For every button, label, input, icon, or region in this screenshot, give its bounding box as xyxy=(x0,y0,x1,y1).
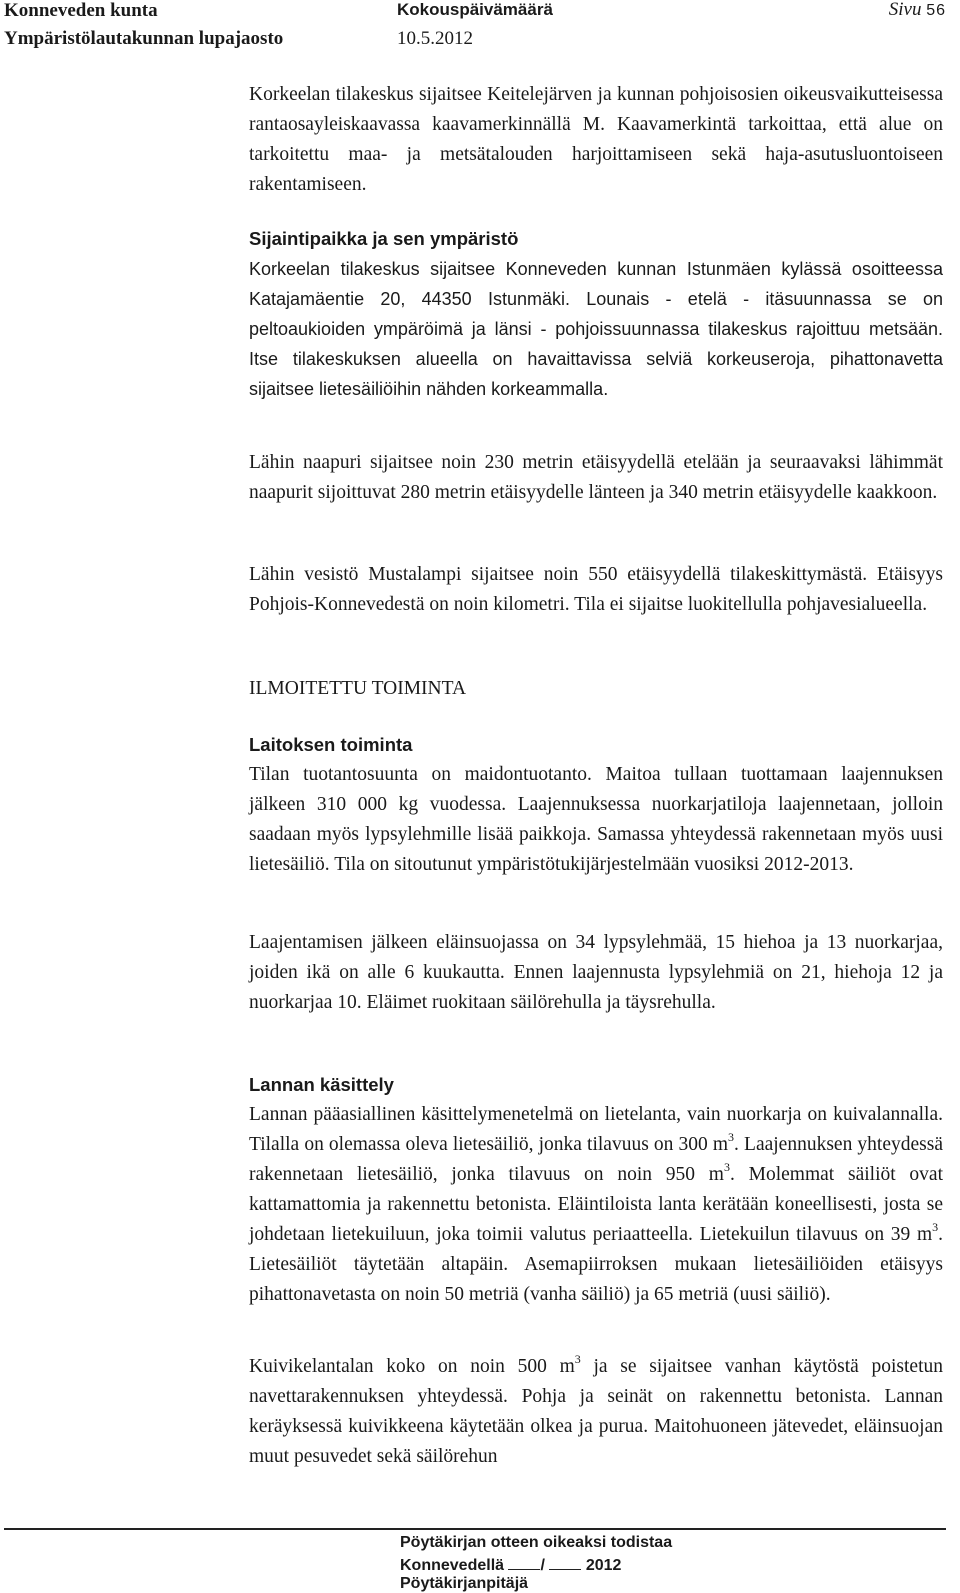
meeting-date-label: Kokouspäivämäärä xyxy=(397,0,553,19)
text-run: . Molemmat säiliöt ovat kattamattomia ja rakennettu betonista. Eläintiloista lanta kerätään koneellisesti, josta se johdetaan lietekuiluun, joka toimii valutus periaatteella. Lietekuilun tilavuus on 39 m xyxy=(249,1164,944,1245)
paragraph-text: Lähin naapuri sijaitsee noin 230 metrin etäisyydellä etelään ja seuraavaksi lähimmät naapurit sijoittuvat 280 metrin etäisyydelle länteen ja 340 metrin etäisyydelle kaakkoon. xyxy=(249,452,943,503)
day-blank xyxy=(508,1555,540,1570)
place-name: Konnevedellä xyxy=(400,1557,505,1574)
paragraph-zoning xyxy=(249,80,943,200)
date-slash: / xyxy=(540,1557,545,1574)
paragraph-text: Lähin vesistö Mustalampi sijaitsee noin 550 etäisyydellä tilakeskittymästä. Etäisyys Pohjois-Konnevedestä on noin kilometri. Tila ei sijaitse luokitellulla pohjavesialueella. xyxy=(249,564,943,615)
meeting-date: 10.5.2012 xyxy=(397,28,473,49)
section-title: ILMOITETTU TOIMINTA xyxy=(249,678,467,699)
paragraph-waters xyxy=(249,560,943,620)
paragraph-animals xyxy=(249,928,943,1018)
section-location xyxy=(249,224,943,404)
section-heading-location: Sijaintipaikka ja sen ympäristö xyxy=(249,228,519,249)
page-number: 56 xyxy=(926,2,946,19)
paragraph-neighbours xyxy=(249,448,943,508)
page-label: Sivu xyxy=(888,0,922,20)
text-run: . Lietesäiliöt täytetään altapäin. Asemapiirroksen mukaan lietesäiliöiden etäisyys pihattonavetasta on noin 50 metriä (vanha säiliö) ja 65 metriä (uusi säiliö). xyxy=(249,1224,943,1305)
text-run: Kuivikelantalan koko on noin 500 m xyxy=(249,1356,575,1377)
paragraph-text: Korkeelan tilakeskus sijaitsee Konneveden kunnan Istunmäen kylässä osoitteessa Katajamäentie 20, 44350 Istunmäki. Lounais - etelä - itäsuunnassa se on peltoaukioiden ympäröimä ja länsi - pohjoissuunnassa tilakeskus rajoittuu metsään. Itse tilakeskuksen alueella on havaittavissa selviä korkeuseroja, pihattonavetta sijaitsee lietesäiliöihin nähden korkeammalla. xyxy=(249,259,943,399)
month-blank xyxy=(549,1555,581,1570)
superscript: 3 xyxy=(932,1219,939,1234)
secretary-label: Pöytäkirjanpitäjä xyxy=(400,1575,529,1592)
section-manure xyxy=(249,1070,943,1310)
superscript: 3 xyxy=(574,1351,581,1366)
signature-year: 2012 xyxy=(585,1557,622,1574)
paragraph-text: Korkeelan tilakeskus sijaitsee Keitelejärven ja kunnan pohjoisosien oikeusvaikutteisessa rantaosayleiskaavassa kaavamerkinnällä M. Kaavamerkintä tarkoittaa, että alue on tarkoitettu maa- ja metsätalouden harjoittamiseen sekä haja-asutusluontoiseen rakentamiseen. xyxy=(249,84,943,195)
board-name: Ympäristölautakunnan lupajaosto xyxy=(4,28,284,49)
section-heading-manure: Lannan käsittely xyxy=(249,1074,394,1095)
paragraph-dry-manure xyxy=(249,1352,943,1472)
text-run: . Laajennuksen yhteydessä rakennetaan lietesäiliö, jonka tilavuus on noin 950 m xyxy=(249,1134,943,1185)
paragraph-text xyxy=(249,1100,943,1310)
paragraph-text xyxy=(249,1352,943,1472)
certification-line: Pöytäkirjan otteen oikeaksi todistaa xyxy=(400,1534,673,1551)
page-indicator xyxy=(889,0,946,21)
municipality-name: Konneveden kunta xyxy=(4,0,158,21)
paragraph-text: Laajentamisen jälkeen eläinsuojassa on 34 lypsylehmää, 15 hiehoa ja 13 nuorkarjaa, joiden ikä on alle 6 kuukautta. Ennen laajennusta lypsylehmiä on 21, hiehoja 12 ja nuorkarjaa 10. Eläimet ruokitaan säilörehulla ja täysrehulla. xyxy=(249,932,943,1013)
superscript: 3 xyxy=(723,1159,730,1174)
footer-divider xyxy=(4,1528,946,1530)
paragraph-text: Tilan tuotantosuunta on maidontuotanto. Maitoa tullaan tuottamaan laajennuksen jälkeen 310 000 kg vuodessa. Laajennuksessa nuorkarjatiloja laajennetaan, jolloin saadaan myös lypsylehmille lisää paikkoja. Samassa yhteydessä rakennetaan myös uusi lietesäiliö. Tila on sitoutunut ympäristötukijärjestelmään vuosiksi 2012-2013. xyxy=(249,764,943,875)
text-run: ja se sijaitsee vanhan käytöstä poistetun navettarakennuksen yhteydessä. Pohja ja seinät on rakennettu betonista. Lannan keräyksessä kuivikkeena käytetään olkea ja purua. Maitohuoneen jätevedet, eläinsuojan muut pesuvedet sekä säilörehun xyxy=(249,1356,944,1467)
signature-place-date xyxy=(400,1555,621,1575)
superscript: 3 xyxy=(728,1129,735,1144)
text-run: Lannan pääasiallinen käsittelymenetelmä on lietelanta, vain nuorkarja on kuivalannalla. Tilalla on olemassa oleva lietesäiliö, jonka tilavuus on 300 m xyxy=(249,1104,943,1155)
section-operation xyxy=(249,730,943,880)
section-title-reported xyxy=(249,674,943,704)
section-heading-operation: Laitoksen toiminta xyxy=(249,734,413,755)
